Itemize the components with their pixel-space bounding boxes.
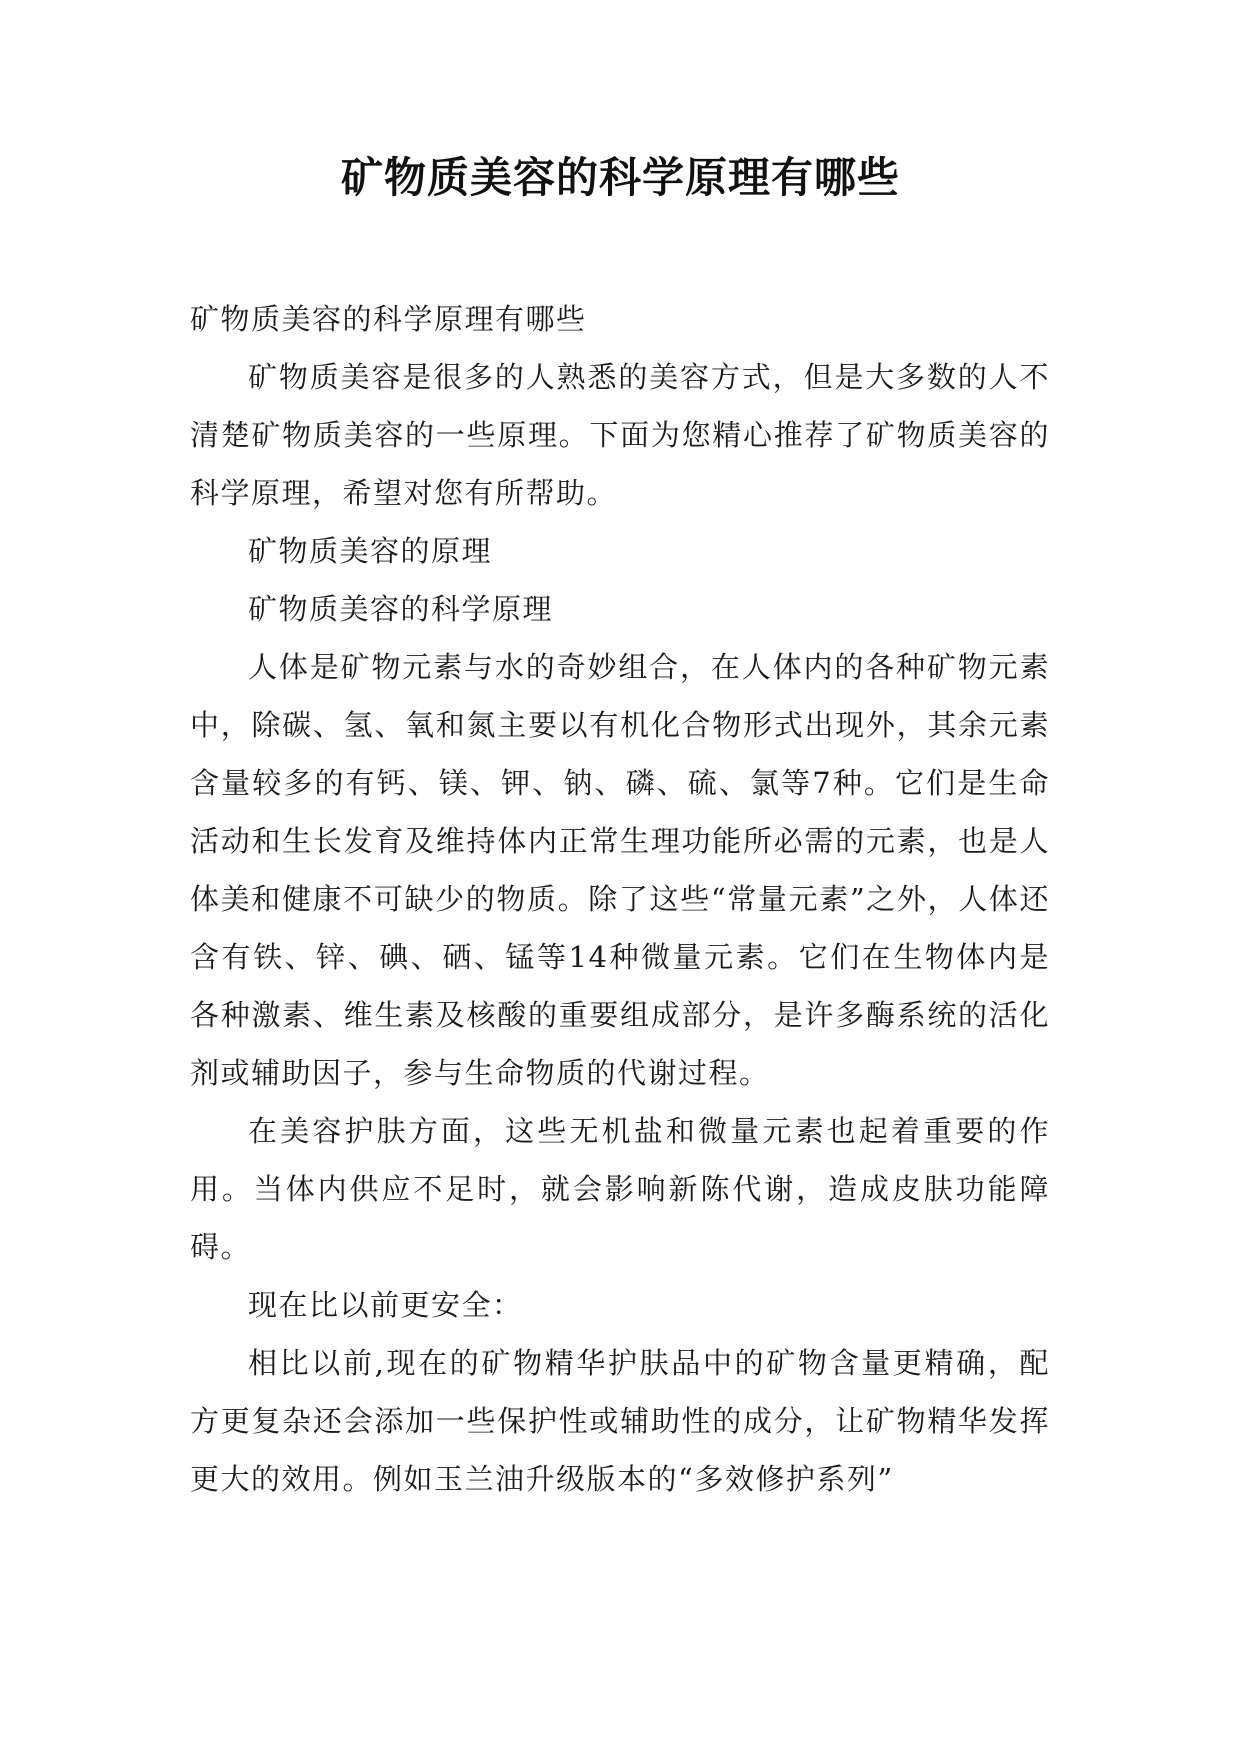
section-heading-principle: 矿物质美容的原理 bbox=[248, 534, 493, 568]
section-heading-safer: 现在比以前更安全： bbox=[248, 1288, 523, 1322]
body-paragraph-minerals: 人体是矿物元素与水的奇妙组合，在人体内的各种矿物元素中，除碳、氢、氧和氮主要以有机化合物形式出现外，其余元素含量较多的有钙、镁、钾、钠、磷、硫、氯等7种。它们是生命活动和生长发育及维持体内正常生理功能所必需的元素，也是人体美和健康不可缺少的物质。除了这些“常量元素”之外，人体还含有铁、锌、碘、硒、锰等14种微量元素。它们在生物体内是各种激素、维生素及核酸的重要组成部分，是许多酶系统的活化剂或辅助因子，参与生命物质的代谢过程。 bbox=[190, 650, 1050, 1090]
body-paragraph-products: 相比以前,现在的矿物精华护肤品中的矿物含量更精确，配方更复杂还会添加一些保护性或辅助性的成分，让矿物精华发挥更大的效用。例如玉兰油升级版本的“多效修护系列” bbox=[190, 1346, 1050, 1496]
section-heading-scientific-principle: 矿物质美容的科学原理 bbox=[248, 592, 554, 626]
subtitle-paragraph: 矿物质美容的科学原理有哪些 bbox=[190, 302, 587, 336]
body-paragraph-skincare: 在美容护肤方面，这些无机盐和微量元素也起着重要的作用。当体内供应不足时，就会影响新陈代谢，造成皮肤功能障碍。 bbox=[190, 1114, 1050, 1264]
document-body bbox=[190, 290, 1050, 1508]
intro-paragraph: 矿物质美容是很多的人熟悉的美容方式，但是大多数的人不清楚矿物质美容的一些原理。下面为您精心推荐了矿物质美容的科学原理，希望对您有所帮助。 bbox=[190, 360, 1050, 510]
document-title: 矿物质美容的科学原理有哪些 bbox=[340, 153, 900, 202]
